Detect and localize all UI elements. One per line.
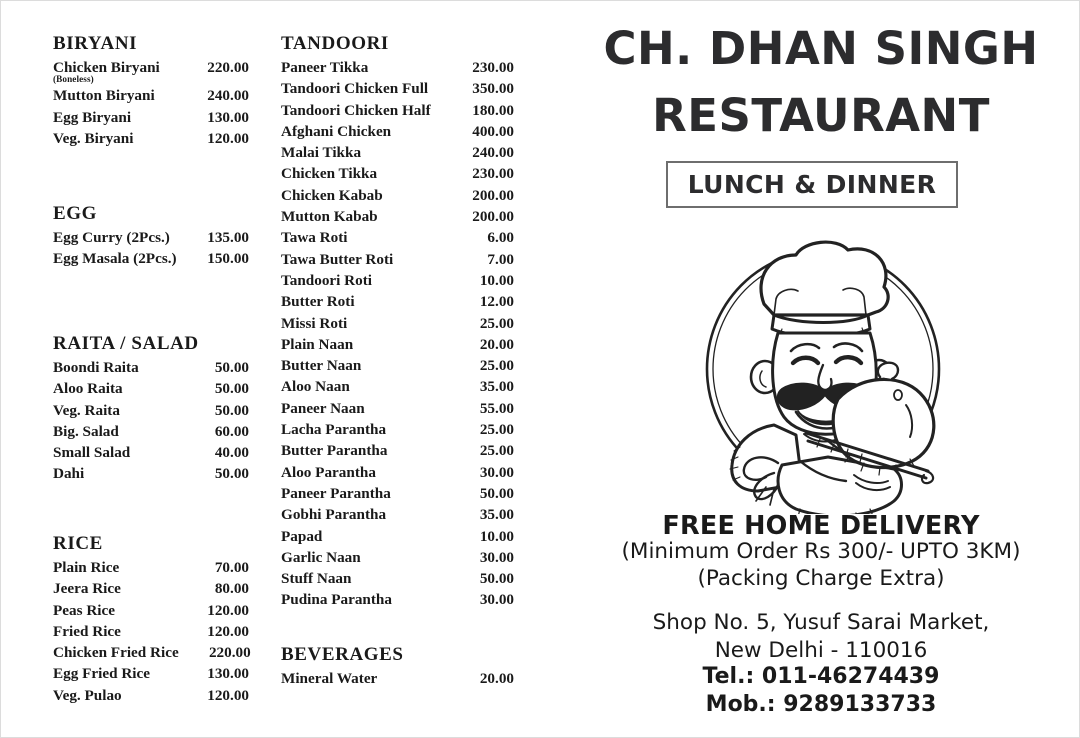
menu-item-list — [53, 57, 249, 149]
menu-item-row — [281, 376, 514, 397]
address-line-1: Shop No. 5, Yusuf Sarai Market, — [652, 610, 990, 635]
menu-item-price: 6.00 — [487, 229, 514, 247]
menu-item-name: Aloo Parantha — [281, 463, 376, 481]
menu-section — [53, 333, 249, 485]
menu-item-row — [53, 685, 249, 706]
menu-item-row — [281, 227, 514, 248]
menu-item-row — [53, 107, 249, 128]
menu-item-name: Mutton Biryani — [53, 87, 155, 105]
menu-item-row — [281, 121, 514, 142]
mobile-number: Mob.: 9289133733 — [705, 692, 937, 717]
menu-item-price: 60.00 — [214, 422, 249, 440]
menu-item-name: Fried Rice — [53, 622, 121, 640]
menu-item-name: Paneer Tikka — [281, 59, 369, 76]
menu-item-row — [281, 504, 514, 525]
menu-item-price: 120.00 — [207, 686, 249, 704]
menu-item-row — [53, 128, 249, 149]
menu-item-name: Mineral Water — [281, 670, 378, 687]
menu-item-price: 240.00 — [472, 144, 514, 162]
menu-item-list — [281, 668, 514, 689]
menu-item-row — [281, 163, 514, 184]
chef-with-platter-icon — [678, 229, 968, 514]
menu-item-name: Tawa Butter Roti — [281, 250, 394, 268]
menu-item-row — [281, 355, 514, 376]
service-hours-label: LUNCH & DINNER — [687, 170, 937, 199]
menu-section — [53, 33, 249, 149]
menu-item-list — [53, 227, 249, 270]
menu-item-row — [281, 185, 514, 206]
menu-item-name: Small Salad — [53, 444, 131, 462]
menu-item-list — [281, 57, 514, 611]
menu-item-price: 230.00 — [472, 165, 514, 183]
menu-section — [281, 33, 514, 611]
menu-item-name: Egg Curry (2Pcs.) — [53, 229, 170, 246]
menu-item-name: Paneer Parantha — [281, 484, 391, 502]
menu-item-name: Aloo Raita — [53, 380, 123, 398]
free-delivery-headline: FREE HOME DELIVERY — [662, 511, 980, 541]
menu-item-name: Dahi — [53, 465, 85, 483]
menu-item-name: Jeera Rice — [53, 580, 121, 598]
menu-item-row — [281, 668, 514, 689]
section-title: TANDOORI — [281, 33, 389, 54]
menu-item-row — [53, 600, 249, 621]
menu-item-price: 220.00 — [208, 644, 251, 662]
menu-item-row — [53, 557, 249, 578]
menu-item-row — [281, 440, 514, 461]
menu-item-price: 80.00 — [214, 580, 249, 598]
menu-item-name: Missi Roti — [281, 314, 348, 332]
menu-item-price: 200.00 — [472, 208, 514, 226]
menu-item-name: Plain Rice — [53, 559, 120, 576]
menu-item-row — [281, 589, 514, 610]
menu-item-row — [281, 547, 514, 568]
menu-item-price: 30.00 — [479, 591, 514, 609]
menu-item-name: Big. Salad — [53, 422, 119, 440]
menu-item-row — [281, 142, 514, 163]
menu-item-row — [281, 206, 514, 227]
menu-item-name: Butter Naan — [281, 357, 362, 375]
menu-item-price: 130.00 — [207, 108, 249, 126]
section-title: BIRYANI — [53, 33, 138, 54]
menu-item-row — [281, 526, 514, 547]
menu-item-price: 50.00 — [214, 380, 249, 398]
menu-item-price: 400.00 — [472, 122, 514, 140]
menu-item-note: (Boneless) — [53, 74, 94, 85]
menu-item-name: Paneer Naan — [281, 399, 365, 417]
menu-item-name: Papad — [281, 527, 323, 545]
section-title: BEVERAGES — [281, 644, 404, 665]
menu-item-price: 150.00 — [207, 250, 249, 268]
restaurant-name-line-2: RESTAURANT — [652, 89, 990, 142]
menu-item-row — [53, 621, 249, 642]
menu-item-name: Tandoori Chicken Full — [281, 80, 429, 98]
menu-item-name: Lacha Parantha — [281, 421, 387, 439]
section-title: EGG — [53, 203, 98, 224]
menu-item-name: Egg Masala (2Pcs.) — [53, 250, 177, 268]
menu-item-row — [53, 227, 249, 248]
menu-item-name: Chicken Fried Rice — [53, 644, 179, 662]
menu-item-list — [53, 357, 249, 485]
restaurant-name-line-1: CH. DHAN SINGH — [603, 22, 1039, 75]
menu-item-price: 25.00 — [479, 421, 514, 439]
menu-item-name: Butter Parantha — [281, 442, 388, 460]
menu-item-name: Chicken Kabab — [281, 186, 383, 204]
menu-item-name: Afghani Chicken — [281, 122, 392, 140]
menu-item-row — [53, 400, 249, 421]
telephone-number: Tel.: 011-46274439 — [702, 664, 940, 689]
menu-item-name: Veg. Raita — [53, 401, 120, 419]
menu-item-price: 55.00 — [479, 399, 514, 417]
menu-item-name: Chicken Tikka — [281, 165, 378, 183]
minimum-order-note: (Minimum Order Rs 300/- UPTO 3KM) — [621, 539, 1021, 564]
section-title: RAITA / SALAD — [53, 333, 199, 354]
menu-item-price: 120.00 — [207, 601, 249, 619]
menu-item-row — [53, 85, 249, 106]
menu-item-row — [281, 462, 514, 483]
menu-item-name: Tawa Roti — [281, 229, 348, 247]
menu-item-row — [53, 578, 249, 599]
menu-item-name: Plain Naan — [281, 335, 354, 353]
menu-item-price: 50.00 — [214, 359, 249, 376]
menu-item-row — [53, 442, 249, 463]
menu-item-row — [281, 100, 514, 121]
menu-item-name: Tandoori Chicken Half — [281, 101, 431, 119]
menu-item-row — [53, 421, 249, 442]
menu-item-price: 20.00 — [479, 670, 514, 687]
menu-item-name: Egg Biryani — [53, 108, 132, 126]
menu-item-price: 30.00 — [479, 548, 514, 566]
menu-item-price: 50.00 — [214, 401, 249, 419]
menu-item-price: 40.00 — [214, 444, 249, 462]
menu-item-price: 10.00 — [479, 271, 514, 289]
menu-item-row — [53, 357, 249, 378]
menu-item-name: Egg Fried Rice — [53, 665, 151, 683]
menu-item-price: 30.00 — [479, 463, 514, 481]
menu-item-name: Chicken Biryani — [53, 59, 160, 76]
menu-item-price: 25.00 — [479, 357, 514, 375]
menu-item-price: 130.00 — [207, 665, 249, 683]
menu-item-price: 25.00 — [479, 314, 514, 332]
menu-item-row — [281, 78, 514, 99]
menu-item-row — [53, 463, 249, 484]
menu-item-row — [281, 568, 514, 589]
menu-item-row — [281, 398, 514, 419]
menu-item-row — [281, 57, 514, 78]
menu-item-price: 240.00 — [207, 87, 249, 105]
menu-item-list — [53, 557, 249, 706]
menu-item-price: 180.00 — [472, 101, 514, 119]
menu-item-name: Aloo Naan — [281, 378, 350, 396]
menu-item-price: 35.00 — [479, 378, 514, 396]
menu-item-price: 10.00 — [479, 527, 514, 545]
menu-item-price: 120.00 — [207, 622, 249, 640]
menu-item-row — [281, 419, 514, 440]
menu-item-name: Mutton Kabab — [281, 208, 378, 226]
menu-item-price: 50.00 — [214, 465, 249, 483]
menu-item-price: 350.00 — [472, 80, 514, 98]
menu-item-name: Veg. Biryani — [53, 129, 134, 147]
menu-item-name: Stuff Naan — [281, 570, 352, 588]
menu-item-price: 120.00 — [207, 129, 249, 147]
menu-item-name: Peas Rice — [53, 601, 115, 619]
menu-item-row — [281, 313, 514, 334]
menu-item-name: Malai Tikka — [281, 144, 362, 162]
menu-item-row — [53, 663, 249, 684]
menu-item-name: Veg. Pulao — [53, 686, 122, 704]
menu-item-row — [281, 270, 514, 291]
menu-item-price: 20.00 — [479, 335, 514, 353]
menu-item-name: Boondi Raita — [53, 359, 139, 376]
menu-item-price: 35.00 — [479, 506, 514, 524]
menu-item-row — [53, 642, 249, 663]
address-line-2: New Delhi - 110016 — [714, 638, 928, 663]
menu-item-price: 7.00 — [487, 250, 514, 268]
menu-item-name: Garlic Naan — [281, 548, 361, 566]
menu-item-row — [281, 249, 514, 270]
menu-item-price: 70.00 — [214, 559, 249, 576]
section-title: RICE — [53, 533, 103, 554]
menu-item-price: 135.00 — [207, 229, 249, 246]
menu-item-price: 50.00 — [479, 484, 514, 502]
menu-item-name: Pudina Parantha — [281, 591, 392, 609]
menu-item-name: Gobhi Parantha — [281, 506, 387, 524]
menu-section — [53, 203, 249, 270]
menu-item-price: 230.00 — [472, 59, 514, 76]
menu-item-price: 50.00 — [479, 570, 514, 588]
menu-item-price: 12.00 — [479, 293, 514, 311]
menu-item-row — [281, 483, 514, 504]
menu-item-name: Butter Roti — [281, 293, 355, 311]
menu-item-row — [281, 334, 514, 355]
menu-item-price: 25.00 — [479, 442, 514, 460]
service-hours-badge — [666, 161, 958, 208]
menu-item-row — [281, 291, 514, 312]
menu-item-price: 220.00 — [207, 59, 249, 76]
menu-item-price: 200.00 — [472, 186, 514, 204]
menu-item-name: Tandoori Roti — [281, 271, 373, 289]
branding-panel — [561, 1, 1080, 738]
packing-charge-note: (Packing Charge Extra) — [697, 566, 945, 591]
menu-item-row — [53, 378, 249, 399]
menu-section — [53, 533, 249, 706]
menu-item-row — [53, 248, 249, 269]
menu-section — [281, 644, 514, 689]
